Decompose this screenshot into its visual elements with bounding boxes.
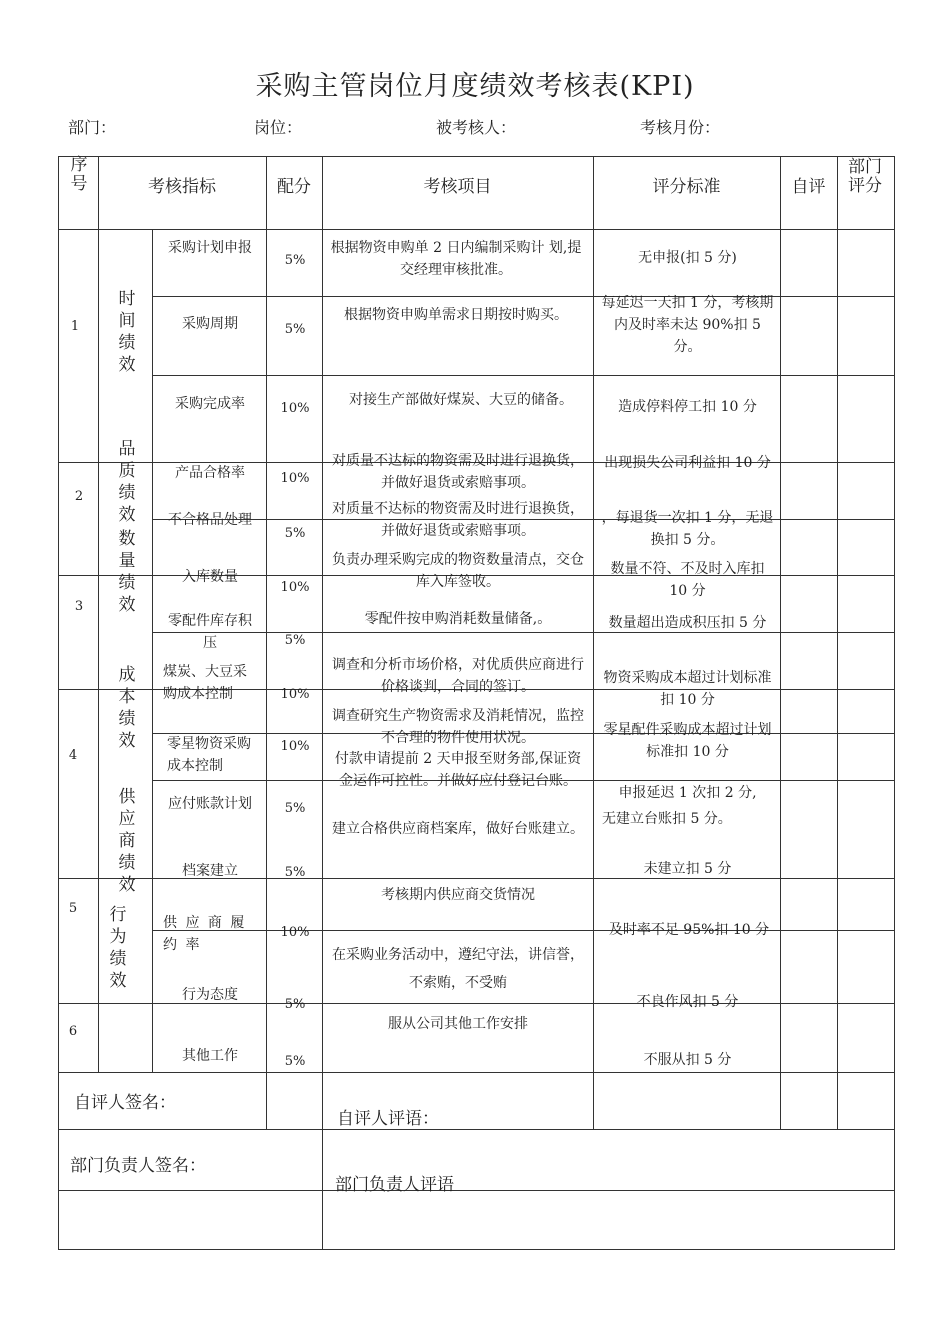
row-name: 档案建立 — [182, 863, 238, 879]
seq-1: 1 — [70, 319, 80, 334]
row-weight: 5% — [284, 1054, 306, 1069]
dept-comment-label: 部门负责人评语 — [335, 1175, 454, 1195]
self-comment-label: 自评人评语： — [337, 1109, 439, 1129]
category-quality: 品质绩效 — [118, 439, 136, 525]
header-weight: 配分 — [277, 177, 311, 197]
row-standard: 不服从扣 5 分 — [643, 1052, 732, 1068]
row-name: 煤炭、大豆采 购成本控制 — [163, 664, 247, 702]
row-weight: 5% — [284, 865, 306, 880]
row-item: 建立合格供应商档案库，做好台账建立。 — [332, 821, 584, 837]
row-name: 其他工作 — [182, 1048, 238, 1064]
row-weight: 5% — [284, 253, 306, 268]
row-name: 零星物资采购成本控制 — [167, 736, 251, 774]
row-standard: 数量不符、不及时入库扣 10 分 — [610, 561, 765, 599]
row-weight: 10% — [280, 925, 310, 940]
page-title: 采购主管岗位月度绩效考核表(KPI) — [255, 71, 695, 102]
row-standard: 每延迟一天扣 1 分，考核期内及时率未达 90%扣 5 分。 — [601, 295, 774, 355]
row-weight: 5% — [284, 997, 306, 1012]
header-self: 自评 — [791, 177, 826, 197]
row-item: 调查研究生产物资需求及消耗情况，监控不合理的物件使用状况。 — [332, 708, 584, 746]
seq-3: 3 — [74, 599, 84, 614]
row-weight: 10% — [280, 739, 310, 754]
header-dept-score: 部门评分 — [848, 157, 882, 196]
row-item: 根据物资申购单 2 日内编制采购计 划,提交经理审核批准。 — [330, 240, 582, 278]
seq-4: 4 — [68, 748, 78, 763]
category-quantity: 数量绩效 — [118, 529, 136, 615]
category-time: 时间绩效 — [118, 289, 136, 375]
row-item: 付款申请提前 2 天申报至财务部,保证资金运作可控性。并做好应付登记台账。 — [334, 751, 582, 789]
row-standard: 未建立扣 5 分 — [643, 861, 732, 877]
row-name: 行为态度 — [182, 987, 238, 1003]
header-indicator: 考核指标 — [148, 177, 216, 197]
row-item: 根据物资申购单需求日期按时购买。 — [344, 307, 568, 323]
row-item: 调查和分析市场价格，对优质供应商进行价格谈判，合同的签订。 — [332, 657, 584, 695]
row-standard: 及时率不足 95%扣 10 分 — [608, 922, 770, 938]
row-item: 考核期内供应商交货情况 — [381, 887, 535, 903]
row-standard: 物资采购成本超过计划标准扣 10 分 — [603, 670, 772, 708]
dept-sign-label: 部门负责人签名： — [70, 1156, 206, 1176]
row-item: 服从公司其他工作安排 — [388, 1016, 528, 1032]
row-standard: 无申报(扣 5 分) — [638, 250, 737, 266]
seq-2: 2 — [74, 489, 84, 504]
meta-month: 考核月份： — [640, 118, 721, 137]
row-standard: 申报延迟 1 次扣 2 分, — [618, 785, 757, 801]
row-name: 采购完成率 — [175, 396, 245, 412]
seq-6: 6 — [68, 1024, 78, 1039]
meta-dept: 部门： — [68, 118, 117, 137]
row-item: 在采购业务活动中，遵纪守法，讲信誉，不索贿，不受贿 — [332, 947, 584, 991]
row-name: 应付账款计划 — [168, 796, 252, 812]
row-name: 采购周期 — [182, 316, 238, 332]
row-weight: 10% — [280, 687, 310, 702]
row-name: 产品合格率 — [175, 465, 245, 481]
row-standard: 造成停料停工扣 10 分 — [618, 399, 757, 415]
row-name: 不合格品处理 — [168, 512, 252, 528]
row-standard: 不良作风扣 5 分 — [636, 994, 739, 1010]
row-weight: 5% — [284, 322, 306, 337]
meta-position: 岗位： — [254, 118, 303, 137]
header-seq: 序号 — [70, 155, 88, 194]
row-standard: 零星配件采购成本超过计划标准扣 10 分 — [603, 722, 772, 760]
row-name: 入库数量 — [182, 569, 238, 585]
row-standard: 无建立台账扣 5 分。 — [602, 811, 732, 827]
meta-assessee: 被考核人： — [436, 118, 517, 137]
row-weight: 5% — [284, 633, 306, 648]
row-name: 零配件库存积压 — [168, 613, 252, 651]
row-weight: 10% — [280, 471, 310, 486]
row-standard: ，每退货一次扣 1 分，无退换扣 5 分。 — [601, 510, 774, 548]
row-item: 对质量不达标的物资需及时进行退换货，并做好退货或索赔事项。 — [332, 453, 584, 491]
row-item: 零配件按申购消耗数量储备,。 — [364, 611, 552, 627]
row-weight: 10% — [280, 580, 310, 595]
self-sign-label: 自评人签名： — [74, 1093, 176, 1113]
category-behavior: 行为绩效 — [109, 905, 127, 991]
row-name: 采购计划申报 — [168, 240, 252, 256]
header-standard: 评分标准 — [652, 177, 721, 197]
category-supplier: 供应商绩效 — [118, 787, 136, 895]
row-standard: 数量超出造成积压扣 5 分 — [608, 615, 767, 631]
seq-5: 5 — [68, 901, 78, 916]
row-standard: 出现损失公司利益扣 10 分 — [604, 455, 771, 471]
category-cost: 成本绩效 — [118, 665, 136, 751]
row-weight: 5% — [284, 801, 306, 816]
row-weight: 10% — [280, 401, 310, 416]
row-item: 对接生产部做好煤炭、大豆的储备。 — [349, 392, 573, 408]
header-item: 考核项目 — [423, 177, 492, 197]
row-weight: 5% — [284, 526, 306, 541]
row-item: 对质量不达标的物资需及时进行退换货，并做好退货或索赔事项。 — [332, 501, 584, 539]
row-name: 供 应 商 履 约 率 — [163, 915, 247, 953]
row-item: 负责办理采购完成的物资数量清点，交仓库入库签收。 — [332, 552, 584, 590]
